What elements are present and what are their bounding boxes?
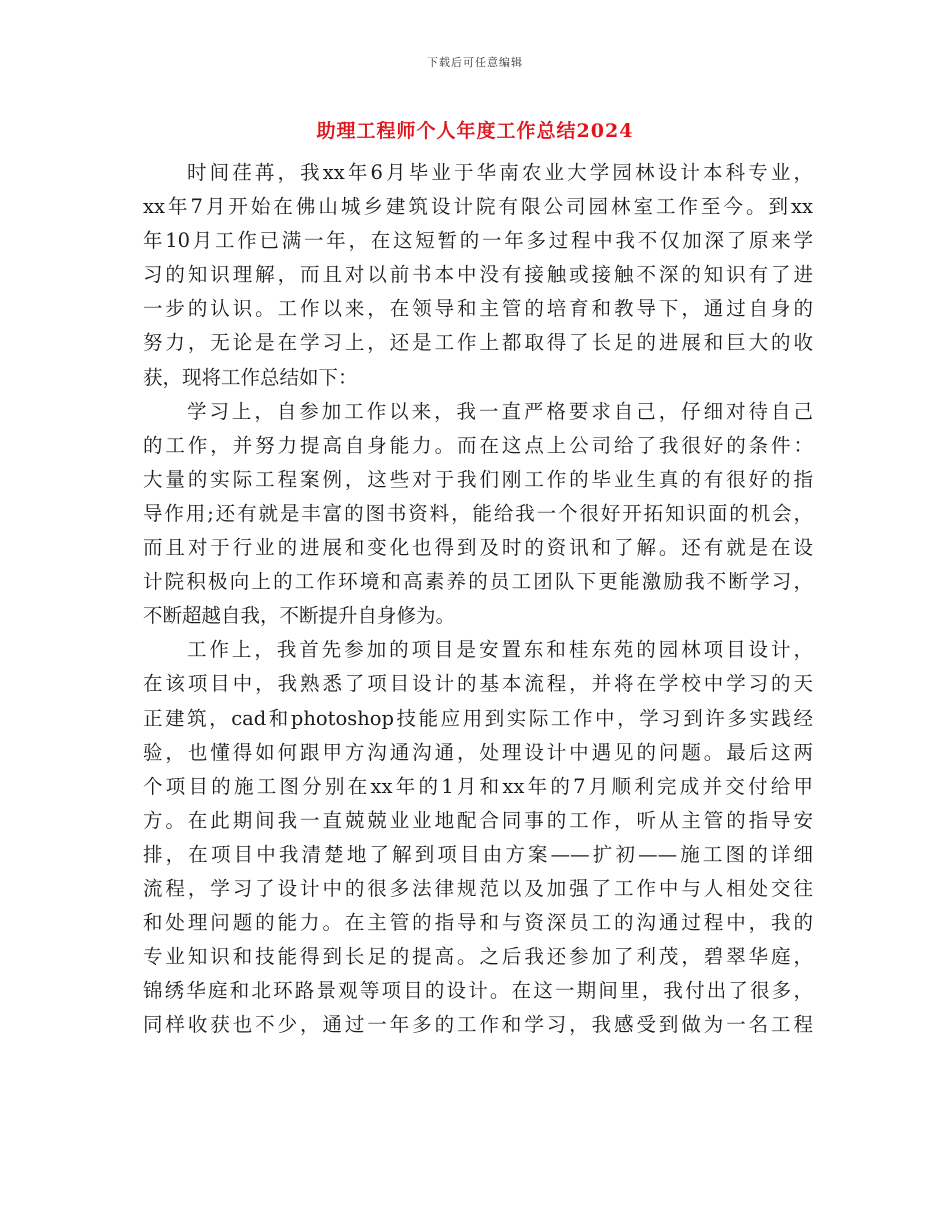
paragraph-line: 计院积极向上的工作环境和高素养的员工团队下更能激励我不断学习，: [143, 570, 813, 594]
paragraph-line: 大量的实际工程案例，这些对于我们刚工作的毕业生真的有很好的指: [143, 467, 813, 491]
paragraph-line: 个项目的施工图分别在xx年的1月和xx年的7月顺利完成并交付给甲: [143, 774, 813, 798]
paragraph-line: 流程，学习了设计中的很多法律规范以及加强了工作中与人相处交往: [143, 876, 813, 900]
paragraph-line: 获，现将工作总结如下：: [143, 365, 358, 389]
document-title: 助理工程师个人年度工作总结2024: [316, 120, 634, 142]
paragraph-line: 排，在项目中我清楚地了解到项目由方案——扩初——施工图的详细: [143, 842, 813, 866]
paragraph-line: 不断超越自我，不断提升自身修为。: [143, 604, 456, 628]
paragraph-line: 方。在此期间我一直兢兢业业地配合同事的工作，听从主管的指导安: [143, 808, 813, 832]
paragraph-line: 专业知识和技能得到长足的提高。之后我还参加了利茂，碧翠华庭，: [143, 945, 813, 969]
paragraph-line: 正建筑，cad和photoshop技能应用到实际工作中，学习到许多实践经: [143, 706, 813, 730]
header-note: 下载后可任意编辑: [427, 56, 523, 69]
paragraph-line: 工作上，我首先参加的项目是安置东和桂东苑的园林项目设计，: [187, 638, 813, 662]
paragraph-line: 同样收获也不少，通过一年多的工作和学习，我感受到做为一名工程: [143, 1013, 813, 1037]
paragraph-line: 和处理问题的能力。在主管的指导和与资深员工的沟通过程中，我的: [143, 911, 813, 935]
paragraph-line: xx年7月开始在佛山城乡建筑设计院有限公司园林室工作至今。到xx: [143, 195, 813, 219]
paragraph-line: 验，也懂得如何跟甲方沟通沟通，处理设计中遇见的问题。最后这两: [143, 740, 813, 764]
paragraph-line: 在该项目中，我熟悉了项目设计的基本流程，并将在学校中学习的天: [143, 672, 813, 696]
paragraph: [143, 156, 813, 395]
paragraph: [143, 395, 813, 634]
paragraph-line: 习的知识理解，而且对以前书本中没有接触或接触不深的知识有了进: [143, 263, 813, 287]
document-body: [143, 156, 813, 1042]
paragraph-line: 学习上，自参加工作以来，我一直严格要求自己，仔细对待自己: [187, 399, 813, 423]
paragraph-line: 导作用;还有就是丰富的图书资料，能给我一个很好开拓知识面的机会，: [143, 501, 813, 525]
paragraph: [143, 633, 813, 1042]
paragraph-line: 努力，无论是在学习上，还是工作上都取得了长足的进展和巨大的收: [143, 331, 813, 355]
paragraph-line: 年10月工作已满一年，在这短暂的一年多过程中我不仅加深了原来学: [143, 229, 813, 253]
paragraph-line: 一步的认识。工作以来，在领导和主管的培育和教导下，通过自身的: [143, 297, 813, 321]
paragraph-line: 时间荏苒，我xx年6月毕业于华南农业大学园林设计本科专业，: [187, 161, 813, 184]
paragraph-line: 的工作，并努力提高自身能力。而在这点上公司给了我很好的条件：: [143, 433, 813, 457]
paragraph-line: 锦绣华庭和北环路景观等项目的设计。在这一期间里，我付出了很多，: [143, 979, 813, 1003]
paragraph-line: 而且对于行业的进展和变化也得到及时的资讯和了解。还有就是在设: [143, 536, 813, 560]
